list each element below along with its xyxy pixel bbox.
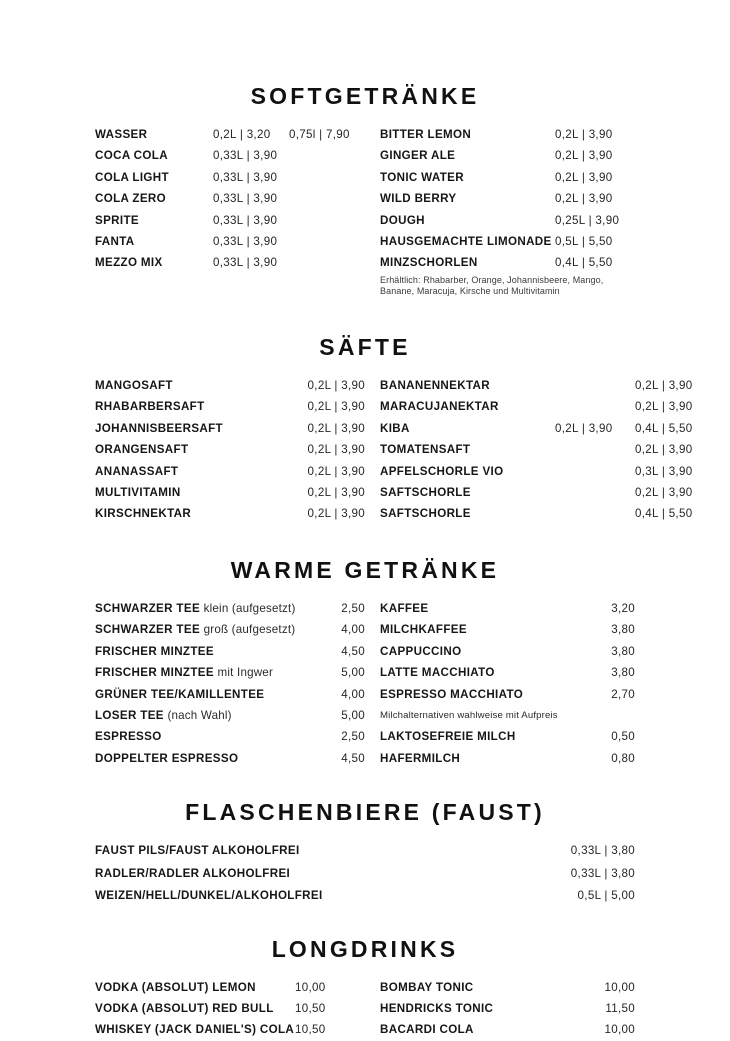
item-price: 0,2L | 3,90 — [307, 486, 365, 500]
item-name: COLA LIGHT — [95, 170, 169, 184]
menu-row — [380, 461, 693, 482]
saefte-right-column — [365, 375, 693, 525]
item-price: 10,00 — [295, 980, 326, 994]
item-name: WHISKEY (JACK DANIEL'S) COLA — [95, 1023, 295, 1037]
item-name: WASSER — [95, 128, 148, 141]
item-name: HAFERMILCH — [380, 751, 461, 765]
menu-row — [95, 863, 635, 886]
item-price: 5,00 — [341, 666, 365, 680]
item-price: 0,2L | 3,90 — [307, 400, 365, 414]
item-name: SAFTSCHORLE — [380, 486, 471, 500]
item-price: 0,33L | 3,90 — [213, 235, 278, 249]
menu-row — [95, 977, 365, 998]
item-price: 0,2L | 3,90 — [307, 464, 365, 478]
saefte-left-column — [95, 375, 365, 525]
item-name: MILCHKAFFEE — [380, 623, 467, 637]
item-price: 0,80 — [611, 751, 635, 765]
item-price: 10,50 — [295, 1023, 326, 1037]
item-price: 0,2L | 3,90 — [635, 379, 693, 393]
item-price: 0,2L | 3,90 — [307, 507, 365, 521]
item-name — [95, 641, 321, 662]
longdrinks-right-column — [365, 977, 635, 1041]
menu-row — [380, 684, 635, 705]
warme-getraenke-right-column — [365, 598, 635, 769]
item-name-main: SCHWARZER TEE — [95, 623, 201, 637]
item-name: FANTA — [95, 235, 135, 249]
item-name — [95, 748, 321, 769]
item-name: KAFFEE — [380, 601, 429, 615]
item-name-main: ESPRESSO — [95, 730, 162, 744]
item-name: DOUGH — [380, 213, 425, 227]
item-name: BOMBAY TONIC — [380, 980, 474, 994]
warme-getraenke-left-column — [95, 598, 365, 769]
item-name: MINZSCHORLEN — [380, 256, 478, 270]
item-name: LAKTOSEFREIE MILCH — [380, 730, 516, 744]
menu-row — [95, 167, 365, 188]
item-name: MULTIVITAMIN — [95, 486, 181, 500]
item-name: JOHANNISBEERSAFT — [95, 421, 223, 435]
item-price: 0,2L | 3,90 — [635, 486, 693, 500]
item-name-main: SCHWARZER TEE — [95, 601, 201, 615]
item-name: MANGOSAFT — [95, 379, 173, 393]
item-price: 10,00 — [604, 980, 635, 994]
item-name-qualifier: klein (aufgesetzt) — [203, 601, 296, 615]
softgetraenke-right-column — [365, 124, 635, 298]
item-price: 0,33L | 3,90 — [213, 170, 278, 184]
menu-row — [95, 503, 365, 524]
menu-row — [380, 252, 635, 273]
item-price: 0,2L | 3,20 — [213, 128, 271, 141]
menu-row — [95, 619, 365, 640]
item-price: 10,00 — [604, 1023, 635, 1037]
menu-row — [380, 418, 693, 439]
menu-row — [380, 482, 693, 503]
menu-row — [95, 418, 365, 439]
item-name: GINGER ALE — [380, 149, 456, 163]
item-price: 0,2L | 3,90 — [555, 149, 613, 163]
item-price: 4,50 — [341, 751, 365, 765]
item-price: 4,00 — [341, 623, 365, 637]
menu-row — [380, 748, 635, 769]
menu-row — [95, 641, 365, 662]
item-name — [95, 684, 321, 705]
item-name: LATTE MACCHIATO — [380, 666, 495, 680]
item-name: KIRSCHNEKTAR — [95, 507, 192, 521]
item-price: 0,33L | 3,90 — [213, 213, 278, 227]
menu-row — [95, 662, 365, 683]
menu-row — [95, 482, 365, 503]
menu-row — [95, 396, 365, 417]
menu-row — [380, 977, 635, 998]
item-name: ORANGENSAFT — [95, 443, 189, 457]
item-name: KIBA — [380, 421, 410, 435]
item-price: 0,33L | 3,80 — [570, 844, 635, 858]
menu-row — [380, 396, 693, 417]
item-price: 2,50 — [341, 601, 365, 615]
item-name: SAFTSCHORLE — [380, 507, 471, 521]
item-name-qualifier: (nach Wahl) — [167, 708, 232, 722]
section-saefte — [95, 298, 693, 525]
item-name — [95, 619, 321, 640]
item-name: TONIC WATER — [380, 170, 464, 184]
menu-row — [380, 145, 635, 166]
item-price: 0,33L | 3,90 — [213, 256, 278, 270]
menu-row — [380, 124, 635, 145]
item-name: BANANENNEKTAR — [380, 379, 490, 393]
menu-row — [95, 885, 635, 908]
item-price: 0,4L | 5,50 — [555, 256, 613, 270]
item-name: HAUSGEMACHTE LIMONADE — [380, 235, 552, 249]
menu-row — [95, 145, 365, 166]
menu-row — [95, 840, 635, 863]
item-price: 0,2L | 3,90 — [555, 128, 613, 141]
menu-row — [95, 231, 365, 252]
item-name: HENDRICKS TONIC — [380, 1002, 494, 1016]
menu-row — [95, 1019, 365, 1040]
item-price: 2,50 — [341, 730, 365, 744]
item-name: MARACUJANEKTAR — [380, 400, 499, 414]
section-warme-getraenke — [95, 525, 635, 769]
menu-row — [95, 684, 365, 705]
menu-row — [380, 619, 635, 640]
section-title-longdrinks: LONGDRINKS — [271, 935, 459, 962]
item-name — [95, 662, 321, 683]
menu-row — [380, 1019, 635, 1040]
item-name-main: GRÜNER TEE/KAMILLENTEE — [95, 687, 265, 701]
item-name: TOMATENSAFT — [380, 443, 471, 457]
item-price: 0,2L | 3,90 — [307, 421, 365, 435]
item-name: SPRITE — [95, 213, 139, 227]
item-price: 10,50 — [295, 1002, 326, 1016]
minzschorlen-flavors-note: Erhältlich: Rhabarber, Orange, Johannisbeere, Mango, Banane, Maracuja, Kirsche und Multivitamin — [380, 274, 604, 297]
item-price: 0,2L | 3,90 — [307, 443, 365, 457]
menu-row — [95, 124, 365, 145]
item-name-main: FRISCHER MINZTEE — [95, 644, 214, 658]
menu-row — [380, 726, 635, 747]
item-name-main: DOPPELTER ESPRESSO — [95, 751, 239, 765]
menu-row — [95, 748, 365, 769]
item-name: BACARDI COLA — [380, 1023, 474, 1037]
item-price: 0,33L | 3,90 — [213, 192, 278, 206]
item-price: 0,4L | 5,50 — [635, 507, 693, 521]
section-longdrinks — [95, 908, 635, 1041]
item-price: 11,50 — [605, 1002, 635, 1016]
flaschenbiere-rows — [95, 840, 635, 908]
menu-row — [95, 598, 365, 619]
menu-row — [380, 375, 693, 396]
item-name — [95, 705, 321, 726]
item-price: 0,2L | 3,90 — [635, 400, 693, 414]
menu-row — [95, 998, 365, 1019]
item-price: 0,3L | 3,90 — [635, 464, 693, 478]
item-price: 3,80 — [611, 623, 635, 637]
section-title-warme-getraenke: WARME GETRÄNKE — [230, 556, 500, 583]
item-price: 0,33L | 3,90 — [213, 149, 278, 163]
menu-row — [380, 188, 635, 209]
menu-row — [95, 375, 365, 396]
item-name: RADLER/RADLER ALKOHOLFREI — [95, 866, 291, 880]
item-name-qualifier: mit Ingwer — [217, 666, 274, 680]
item-price-secondary: 0,75l | 7,90 — [289, 128, 350, 141]
menu-row — [95, 439, 365, 460]
item-price: 3,80 — [611, 666, 635, 680]
menu-row — [95, 252, 365, 273]
item-price: 0,33L | 3,80 — [570, 866, 635, 880]
menu-row — [380, 641, 635, 662]
saefte-columns — [95, 375, 693, 525]
longdrinks-columns — [95, 977, 635, 1041]
menu-row — [380, 231, 635, 252]
item-name: ESPRESSO MACCHIATO — [380, 687, 524, 701]
item-name: ANANASSAFT — [95, 464, 179, 478]
item-name — [95, 726, 321, 747]
section-title-saefte: SÄFTE — [319, 334, 411, 361]
item-price: 5,00 — [341, 708, 365, 722]
item-price: 0,5L | 5,00 — [577, 889, 635, 903]
item-price: 2,70 — [611, 687, 635, 701]
section-flaschenbiere — [95, 769, 635, 908]
item-name: FAUST PILS/FAUST ALKOHOLFREI — [95, 844, 300, 858]
section-title-softgetraenke: SOFTGETRÄNKE — [250, 83, 480, 109]
milk-alternatives-note: Milchalternativen wahlweise mit Aufpreis — [380, 709, 558, 721]
item-name: COLA ZERO — [95, 192, 166, 206]
item-name: CAPPUCCINO — [380, 644, 462, 658]
item-name: WEIZEN/HELL/DUNKEL/ALKOHOLFREI — [95, 889, 323, 903]
item-name: WILD BERRY — [380, 192, 457, 206]
softgetraenke-left-column — [95, 124, 365, 298]
item-name: BITTER LEMON — [380, 128, 472, 141]
item-price: 0,2L | 3,90 — [555, 192, 613, 206]
item-name: RHABARBERSAFT — [95, 400, 205, 414]
item-price: 4,50 — [341, 644, 365, 658]
longdrinks-left-column — [95, 977, 365, 1041]
menu-row — [95, 726, 365, 747]
softgetraenke-columns — [95, 124, 635, 298]
item-price: 0,2L | 3,90 — [555, 170, 613, 184]
item-price: 0,2L | 3,90 — [635, 443, 693, 457]
menu-row — [380, 439, 693, 460]
menu-row — [380, 210, 635, 231]
item-name: MEZZO MIX — [95, 256, 163, 270]
menu-row — [380, 167, 635, 188]
menu-row — [95, 705, 365, 726]
item-price: 0,4L | 5,50 — [635, 421, 693, 435]
item-price: 0,5L | 5,50 — [555, 235, 613, 249]
item-name: APFELSCHORLE VIO — [380, 464, 504, 478]
item-name-qualifier: groß (aufgesetzt) — [203, 623, 296, 637]
item-price: 4,00 — [341, 687, 365, 701]
section-softgetraenke — [95, 0, 635, 298]
item-name: VODKA (ABSOLUT) LEMON — [95, 980, 256, 994]
menu-row — [95, 188, 365, 209]
item-price: 3,80 — [611, 644, 635, 658]
menu-row — [380, 998, 635, 1019]
item-price: 0,2L | 3,90 — [307, 379, 365, 393]
item-price-secondary: 0,2L | 3,90 — [555, 421, 613, 435]
item-name: VODKA (ABSOLUT) RED BULL — [95, 1002, 274, 1016]
menu-row — [95, 210, 365, 231]
menu-row — [380, 598, 635, 619]
item-name-main: FRISCHER MINZTEE — [95, 666, 214, 680]
item-name-main: LOSER TEE — [95, 708, 164, 722]
menu-row — [380, 503, 693, 524]
item-price: 3,20 — [611, 601, 635, 615]
item-price: 0,25L | 3,90 — [555, 213, 620, 227]
item-name — [95, 598, 321, 619]
item-price: 0,50 — [611, 730, 635, 744]
menu-row — [380, 662, 635, 683]
menu-row — [95, 461, 365, 482]
warme-getraenke-columns — [95, 598, 635, 769]
section-title-flaschenbiere: FLASCHENBIERE (FAUST) — [185, 799, 545, 826]
item-name: COCA COLA — [95, 149, 168, 163]
